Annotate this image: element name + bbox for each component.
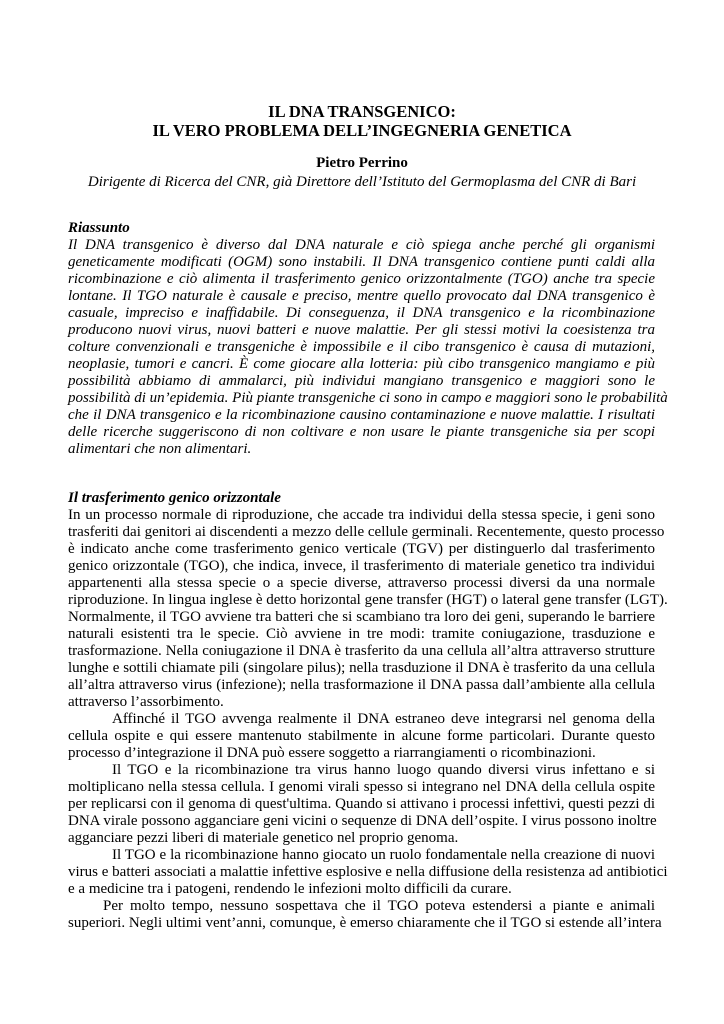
abstract-line: Il DNA transgenico è diverso dal DNA naturale e ciò spiega anche perché gli organismi <box>68 237 655 253</box>
body-line: In un processo normale di riproduzione, che accade tra individui della stessa specie, i geni sono <box>68 507 655 523</box>
body-line: superiori. Negli ultimi vent’anni, comunque, è emerso chiaramente che il TGO si estende all’intera <box>68 915 662 931</box>
body-line: Per molto tempo, nessuno sospettava che il TGO poteva estendersi a piante e animali <box>103 898 655 914</box>
body-line: Il TGO e la ricombinazione hanno giocato un ruolo fondamentale nella creazione di nuovi <box>112 847 655 863</box>
title-line-1: IL DNA TRANSGENICO: <box>268 102 456 121</box>
abstract-line: delle ricerche suggeriscono di non coltivare e non usare le piante transgeniche sia per scopi <box>68 424 655 440</box>
abstract-line: ricombinazione e ciò alimenta il trasferimento genico orizzontalmente (TGO) anche tra specie <box>68 271 655 287</box>
body-line: e a medicine tra i patogeni, rendendo le infezioni molto difficili da curare. <box>68 881 512 897</box>
abstract-heading: Riassunto <box>68 220 130 236</box>
abstract-line: neoplasie, tumori e cancri. È come giocare alla lotteria: più cibo transgenico mangiamo e più <box>68 356 655 372</box>
abstract-line: lontane. Il TGO naturale è causale e preciso, mentre quello provocato dal DNA transgenico è <box>68 288 655 304</box>
body-line: virus e batteri associati a malattie infettive esplosive e nella diffusione della resistenza ad antibiotici <box>68 864 668 880</box>
body-line: Affinché il TGO avvenga realmente il DNA estraneo deve integrarsi nel genoma della <box>112 711 655 727</box>
body-line: agganciare pezzi liberi di materiale genetico nel proprio genoma. <box>68 830 459 846</box>
title-line-2: IL VERO PROBLEMA DELL’INGEGNERIA GENETICA <box>152 121 572 140</box>
abstract-line: producono nuovi virus, nuovi batteri e nuove malattie. Per gli stessi motivi la coesistenza tra <box>68 322 655 338</box>
body-line: trasformazione. Nella coniugazione il DNA è trasferito da una cellula all’altra attraverso strutture <box>68 643 655 659</box>
abstract-line: che il DNA transgenico e la ricombinazione causino contaminazione e nuove malattie. I risultati <box>68 407 655 423</box>
body-line: Normalmente, il TGO avviene tra batteri che si scambiano tra loro dei geni, superando le barriere <box>68 609 655 625</box>
body-line: all’altra attraverso virus (infezione); nella trasformazione il DNA passa dall’ambiente alla cellula <box>68 677 655 693</box>
body-line: cellula ospite e qui essere mantenuto stabilmente in alcune forme particolari. Durante questo <box>68 728 655 744</box>
body-line: trasferiti dai genitori ai discendenti a mezzo delle cellule germinali. Recentemente, questo processo <box>68 524 665 540</box>
body-line: attraverso l’assorbimento. <box>68 694 224 710</box>
abstract-line: possibilità abbiamo di ammalarci, più individui mangiano transgenico e maggiori sono le <box>68 373 655 389</box>
body-line: moltiplicano nella stessa cellula. I genomi virali spesso si integrano nel DNA della cellula ospite <box>68 779 655 795</box>
abstract-line: possibilità di un’epidemia. Più piante transgeniche ci sono in campo e maggiori sono le probabilità <box>68 390 668 406</box>
body-line: genico orizzontale (TGO), che indica, invece, il trasferimento di materiale genetico tra individui <box>68 558 655 574</box>
body-line: DNA virale possono agganciare geni vicini o sequenze di DNA dell’ospite. I virus possono inoltre <box>68 813 657 829</box>
body-line: naturali esistenti tra le specie. Ciò avviene in tre modi: tramite coniugazione, trasduzione e <box>68 626 655 642</box>
abstract-line: colture convenzionali e transgeniche è impossibile e il cibo transgenico è causa di mutazioni, <box>68 339 655 355</box>
body-line: riproduzione. In lingua inglese è detto horizontal gene transfer (HGT) o lateral gene transfer (LGT). <box>68 592 668 608</box>
body-line: lunghe e sottili chiamate pili (singolare pilus); nella trasduzione il DNA è trasferito da una cellula <box>68 660 655 676</box>
body-line: processo d’integrazione il DNA può essere soggetto a riarrangiamenti o ricombinazioni. <box>68 745 596 761</box>
body-line: per replicarsi con il genoma di quest'ultima. Quando si attivano i processi infettivi, questi pezzi di <box>68 796 655 812</box>
abstract-line: geneticamente modificati (OGM) sono instabili. Il DNA transgenico contiene punti caldi alla <box>68 254 655 270</box>
body-line: Il TGO e la ricombinazione tra virus hanno luogo quando diversi virus infettano e si <box>112 762 655 778</box>
body-line: appartenenti alla stessa specie o a specie diverse, attraverso processi diversi da una normale <box>68 575 655 591</box>
author-name: Pietro Perrino <box>316 155 408 171</box>
author-affiliation: Dirigente di Ricerca del CNR, già Direttore dell’Istituto del Germoplasma del CNR di Bari <box>87 174 637 190</box>
abstract-line: alimentari che non alimentari. <box>68 441 252 457</box>
body-line: è indicato anche come trasferimento genico verticale (TGV) per distinguerlo dal trasferimento <box>68 541 655 557</box>
section-heading: Il trasferimento genico orizzontale <box>68 490 281 506</box>
abstract-line: casuale, impreciso e inaffidabile. Di conseguenza, il DNA transgenico e la ricombinazione <box>68 305 655 321</box>
